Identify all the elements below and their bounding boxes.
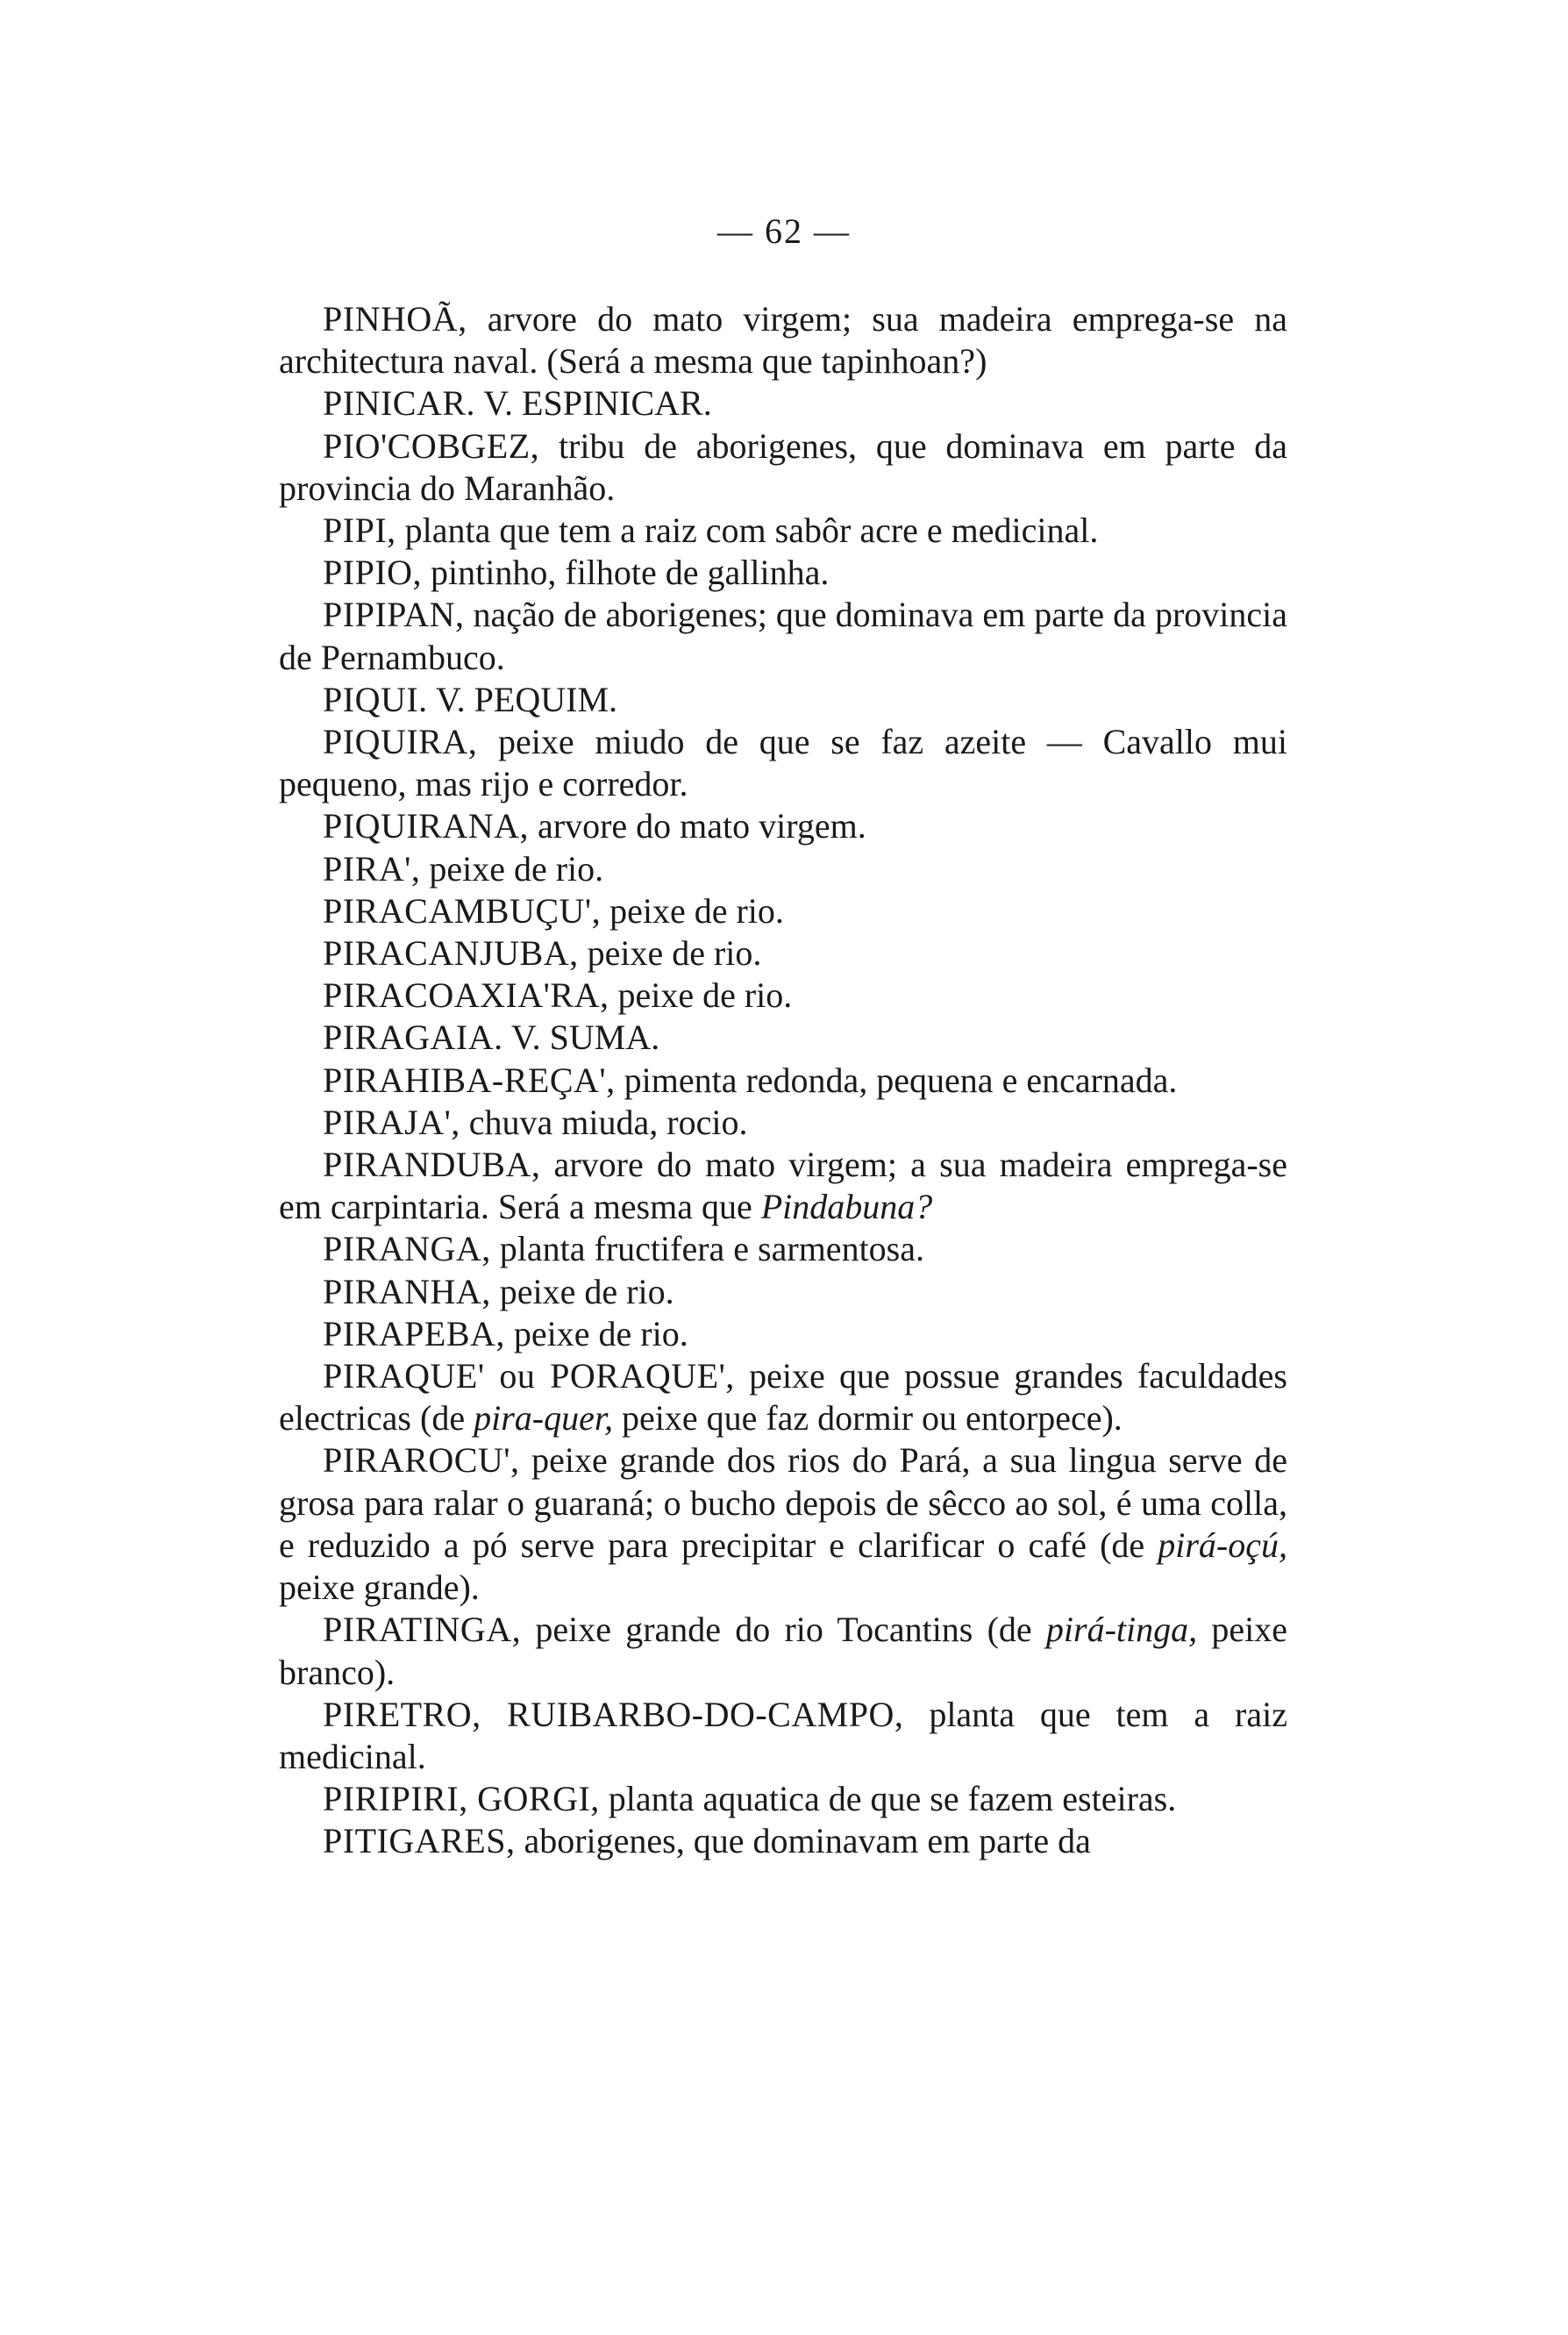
- entry-definition: peixe grande).: [279, 1567, 480, 1608]
- entry-definition: nação de aborigenes; que dominava em parte da provincia de Pernambuco.: [279, 595, 1287, 677]
- dictionary-entry: [279, 679, 1287, 721]
- entry-definition: peixe branco).: [279, 1610, 1287, 1692]
- dictionary-entry: [279, 1271, 1287, 1313]
- dictionary-entry: [279, 1439, 1287, 1609]
- entry-definition: tribu de aborigenes, que dominava em parte da provincia do Maranhão.: [279, 425, 1287, 508]
- entry-term: PIRACAMBUÇU',: [323, 890, 602, 931]
- dictionary-entry: [279, 848, 1287, 890]
- entry-term: PIRA',: [323, 848, 421, 889]
- entry-term: PIRATINGA,: [323, 1610, 522, 1650]
- entry-italic-text: pirá-oçú,: [1158, 1525, 1287, 1565]
- entry-definition: V. ESPINICAR.: [475, 383, 712, 424]
- entry-definition: arvore do mato virgem; sua madeira emprega-se na architectura naval. (Será a mesma que tapinhoan?): [279, 299, 1287, 382]
- entry-term: PIO'COBGEZ,: [323, 425, 540, 466]
- dictionary-entry: [279, 1017, 1287, 1059]
- dictionary-entries: [279, 298, 1287, 1863]
- dictionary-entry: [279, 1144, 1287, 1228]
- dictionary-entry: [279, 1355, 1287, 1439]
- entry-term: PIRACOAXIA'RA,: [323, 975, 609, 1016]
- dictionary-entry: [279, 932, 1287, 975]
- entry-term: PIRAQUE' ou PORAQUE',: [323, 1356, 735, 1396]
- entry-definition: arvore do mato virgem.: [529, 806, 866, 846]
- dictionary-entry: [279, 1313, 1287, 1355]
- dictionary-entry: [279, 975, 1287, 1017]
- entry-term: PIRAGAIA.: [323, 1018, 503, 1058]
- entry-definition: arvore do mato virgem; a sua madeira emprega-se em carpintaria. Será a mesma que: [279, 1145, 1287, 1227]
- entry-term: PIRANGA,: [323, 1229, 491, 1269]
- entry-term: PIRAHIBA-REÇA',: [323, 1060, 616, 1100]
- entry-definition: peixe grande do rio Tocantins (de: [521, 1610, 1046, 1650]
- entry-definition: planta que tem a raiz com sabôr acre e medicinal.: [396, 511, 1099, 551]
- entry-definition: peixe de rio.: [420, 848, 604, 889]
- entry-term: PIRAJA',: [323, 1102, 460, 1142]
- entry-term: PIRIPIRI, GORGI,: [323, 1779, 600, 1819]
- entry-definition: peixe de rio.: [504, 1313, 688, 1353]
- dictionary-entry: [279, 1694, 1287, 1778]
- dictionary-entry: [279, 805, 1287, 847]
- entry-definition: planta fructifera e sarmentosa.: [490, 1229, 924, 1269]
- entry-definition: peixe de rio.: [490, 1271, 674, 1311]
- entry-definition: planta que tem a raiz medicinal.: [279, 1694, 1287, 1776]
- entry-definition: peixe de rio.: [609, 975, 793, 1016]
- dictionary-entry: [279, 721, 1287, 805]
- dictionary-entry: [279, 890, 1287, 932]
- entry-term: PIPIPAN,: [323, 595, 465, 635]
- page-number: — 62 —: [717, 211, 851, 251]
- entry-definition: peixe de rio.: [601, 890, 784, 931]
- entry-definition: peixe miudo de que se faz azeite — Cavallo mui pequeno, mas rijo e corredor.: [279, 722, 1287, 804]
- entry-term: PIRAROCU',: [323, 1440, 520, 1481]
- entry-definition: V. PEQUIM.: [427, 679, 618, 719]
- dictionary-entry: [279, 510, 1287, 552]
- entry-term: PIPI,: [323, 511, 396, 551]
- entry-term: PIPIO,: [323, 553, 423, 593]
- entry-definition: planta aquatica de que se fazem esteiras.: [599, 1779, 1177, 1819]
- entry-definition: peixe de rio.: [578, 933, 762, 974]
- entry-term: PITIGARES,: [323, 1821, 516, 1861]
- entry-term: PIRANDUBA,: [323, 1145, 541, 1185]
- entry-definition: peixe que faz dormir ou entorpece).: [612, 1398, 1123, 1439]
- entry-definition: pimenta redonda, pequena e encarnada.: [615, 1060, 1178, 1100]
- entry-term: PIRAPEBA,: [323, 1313, 505, 1353]
- entry-term: PIRETRO, RUIBARBO-DO-CAMPO,: [323, 1694, 904, 1734]
- entry-term: PIRANHA,: [323, 1271, 491, 1311]
- entry-term: PIQUIRANA,: [323, 806, 529, 846]
- entry-italic-text: Pindabuna?: [760, 1187, 933, 1227]
- entry-term: PINHOÃ,: [323, 299, 467, 339]
- entry-term: PIQUIRA,: [323, 722, 478, 762]
- dictionary-entry: [279, 1609, 1287, 1693]
- dictionary-entry: [279, 1228, 1287, 1270]
- entry-italic-text: pira-quer,: [474, 1398, 613, 1439]
- dictionary-entry: [279, 552, 1287, 594]
- entry-definition: pintinho, filhote de gallinha.: [422, 553, 830, 593]
- entry-term: PIRACANJUBA,: [323, 933, 579, 974]
- entry-definition: aborigenes, que dominavam em parte da: [515, 1821, 1091, 1861]
- entry-definition: chuva miuda, rocio.: [460, 1102, 748, 1142]
- dictionary-entry: [279, 1060, 1287, 1102]
- dictionary-entry: [279, 1102, 1287, 1144]
- dictionary-entry: [279, 425, 1287, 510]
- entry-italic-text: pirá-tinga,: [1045, 1610, 1198, 1650]
- dictionary-entry: [279, 298, 1287, 382]
- dictionary-entry: [279, 1820, 1287, 1862]
- entry-definition: V. SUMA.: [502, 1018, 660, 1058]
- entry-term: PINICAR.: [323, 383, 476, 424]
- entry-definition: peixe grande dos rios do Pará, a sua lingua serve de grosa para ralar o guaraná; o bucho depois de sêcco ao sol, é uma colla, e reduzido a pó serve para precipitar e clarificar o café (de: [279, 1440, 1287, 1565]
- dictionary-entry: [279, 382, 1287, 425]
- entry-definition: peixe que possue grandes faculdades electricas (de: [279, 1356, 1287, 1439]
- dictionary-entry: [279, 1778, 1287, 1820]
- entry-term: PIQUI.: [323, 679, 428, 719]
- dictionary-entry: [279, 594, 1287, 678]
